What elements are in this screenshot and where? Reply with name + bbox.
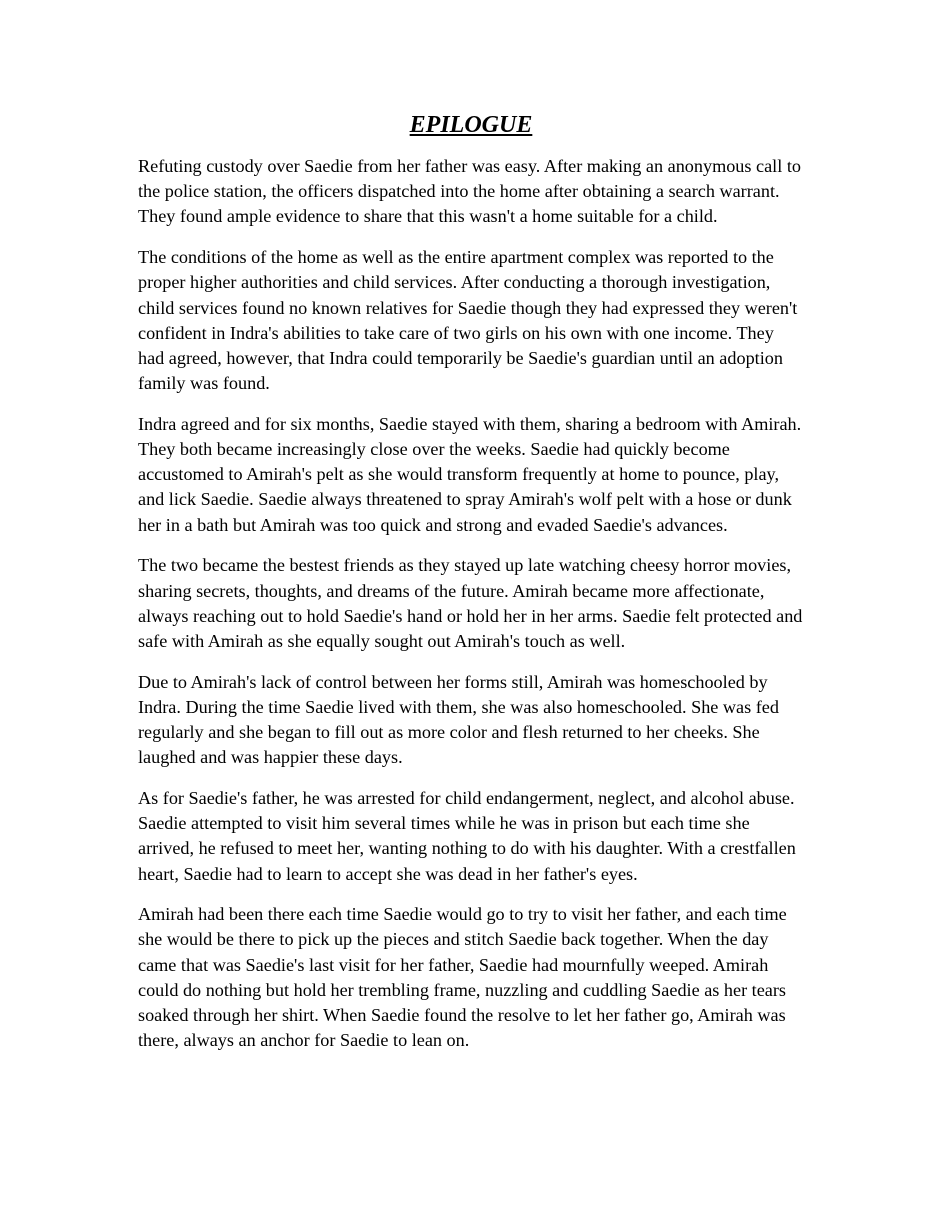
chapter-title: EPILOGUE xyxy=(409,112,533,138)
paragraph-3: Indra agreed and for six months, Saedie stayed with them, sharing a bedroom with Amirah. They both became increasingly close over the weeks. Saedie had quickly become accustomed to Amirah's pelt as she would transform frequently at home to pounce, play, and lick Saedie. Saedie always threatened to spray Amirah's wolf pelt with a hose or dunk her in a bath but Amirah was too quick and strong and evaded Saedie's advances. xyxy=(138,413,802,535)
paragraph-7: Amirah had been there each time Saedie would go to try to visit her father, and each time she would be there to pick up the pieces and stitch Saedie back together. When the day came that was Saedie's last visit for her father, Saedie had mournfully weeped. Amirah could do nothing but hold her trembling frame, nuzzling and cuddling Saedie as her tears soaked through her shirt. When Saedie found the resolve to let her father go, Amirah was there, always an anchor for Saedie to lean on. xyxy=(138,904,787,1051)
paragraph-2: The conditions of the home as well as the entire apartment complex was reported to the proper higher authorities and child services. After conducting a thorough investigation, child services found no known relatives for Saedie though they had expressed they weren't confident in Indra's abilities to take care of two girls on his own with one income. They had agreed, however, that Indra could temporarily be Saedie's guardian until an adoption family was found. xyxy=(138,247,798,394)
paragraph-5: Due to Amirah's lack of control between her forms still, Amirah was homeschooled by Indra. During the time Saedie lived with them, she was also homeschooled. She was fed regularly and she began to fill out as more color and flesh returned to her cheeks. She laughed and was happier these days. xyxy=(138,671,779,768)
paragraph-1: Refuting custody over Saedie from her father was easy. After making an anonymous call to the police station, the officers dispatched into the home after obtaining a search warrant. They found ample evidence to share that this wasn't a home suitable for a child. xyxy=(138,156,801,227)
paragraph-4: The two became the bestest friends as they stayed up late watching cheesy horror movies, sharing secrets, thoughts, and dreams of the future. Amirah became more affectionate, always reaching out to hold Saedie's hand or hold her in her arms. Saedie felt protected and safe with Amirah as she equally sought out Amirah's touch as well. xyxy=(138,555,803,651)
document-page xyxy=(138,108,804,1069)
paragraph-6: As for Saedie's father, he was arrested for child endangerment, neglect, and alcohol abuse. Saedie attempted to visit him several times while he was in prison but each time she arrived, he refused to meet her, wanting nothing to do with his daughter. With a crestfallen heart, Saedie had to learn to accept she was dead in her father's eyes. xyxy=(138,787,796,884)
